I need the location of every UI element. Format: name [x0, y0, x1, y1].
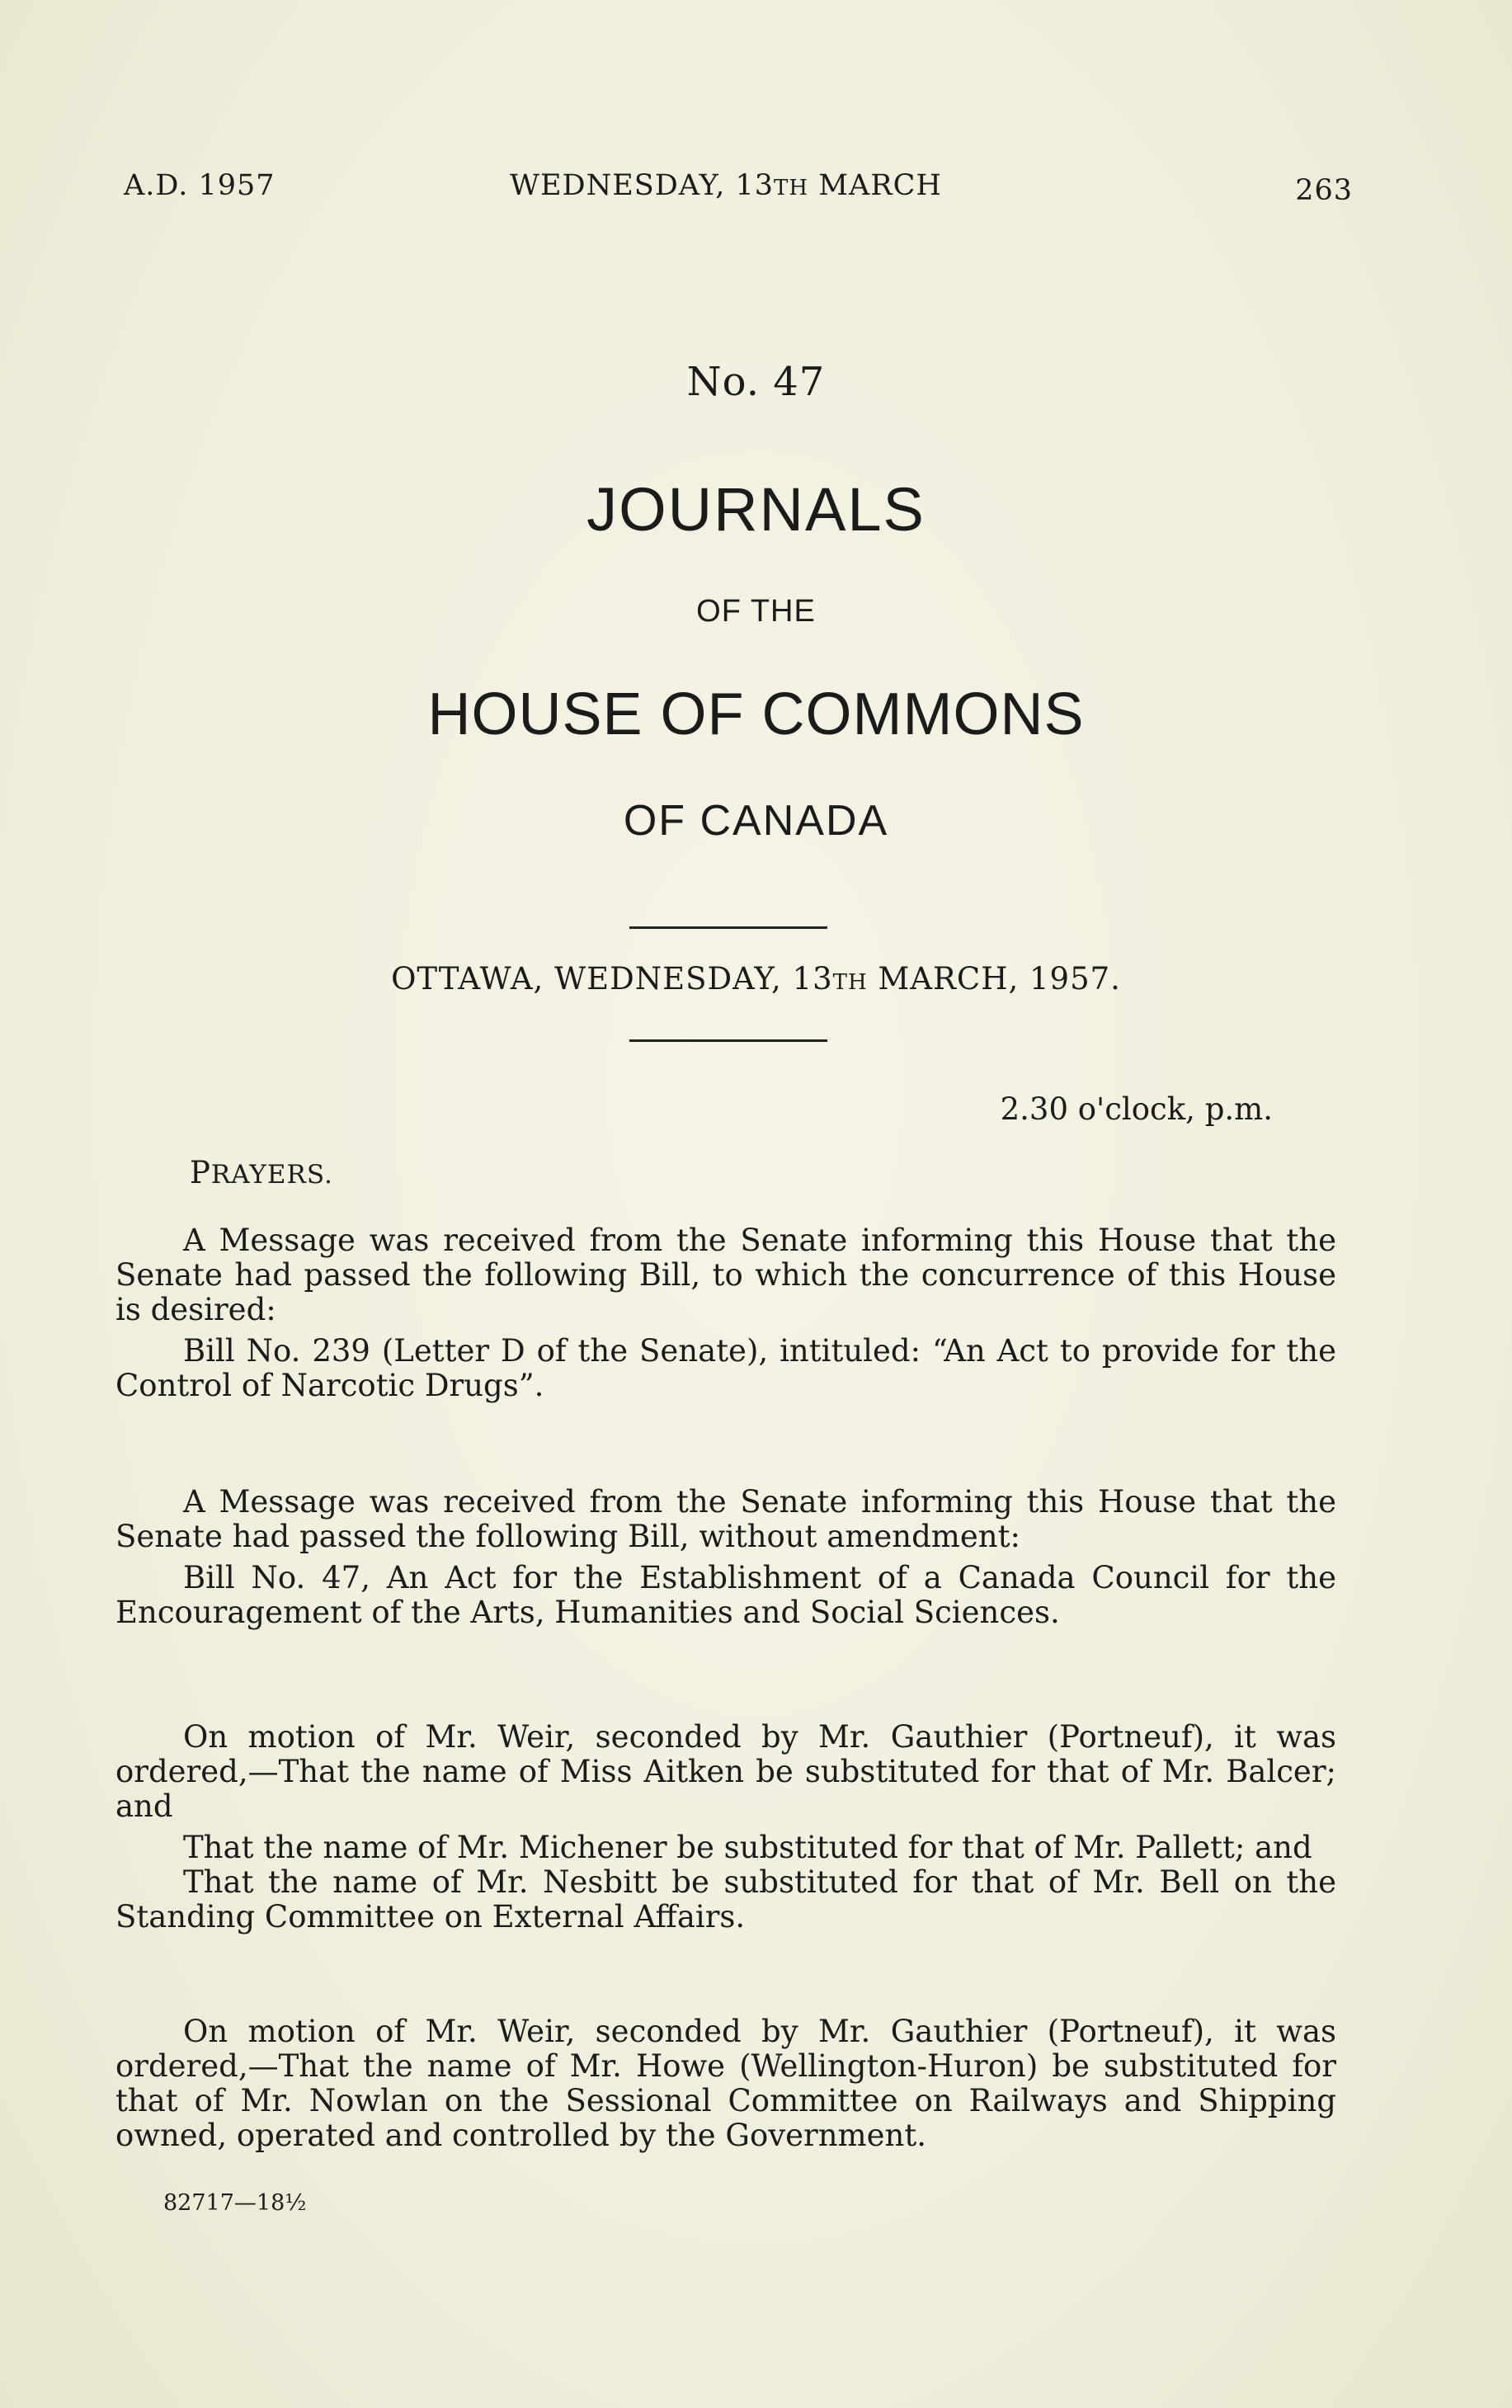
dateline-prefix: OTTAWA, WEDNESDAY, 13: [391, 961, 833, 997]
masthead-house-of-commons: HOUSE OF COMMONS: [427, 681, 1085, 747]
entry-paragraph: A Message was received from the Senate informing this House that the Senate had passed the following Bill, without amendment:: [115, 1484, 1336, 1554]
running-head: [124, 169, 1353, 210]
masthead-of-canada: OF CANADA: [623, 797, 889, 845]
divider-rule-top: [629, 926, 827, 929]
divider-rule-bottom: [629, 1039, 827, 1042]
prayers-heading: [190, 1155, 333, 1190]
printer-code-fraction: ½: [285, 2190, 307, 2216]
issue-number: No. 47: [686, 359, 826, 405]
dateline-ordinal: TH: [832, 970, 868, 995]
page-number: 263: [1295, 174, 1353, 207]
entry-paragraph: A Message was received from the Senate informing this House that the Senate had passed the following Bill, to which the concurrence of this House is desired:: [115, 1223, 1336, 1327]
entry-paragraph: On motion of Mr. Weir, seconded by Mr. Gauthier (Portneuf), it was ordered,—That the name of Miss Aitken be substituted for that of Mr. Balcer; and: [115, 1719, 1336, 1824]
printer-code: [163, 2190, 306, 2216]
entry-senate-message-narcotics: [115, 1223, 1336, 1403]
running-head-date: [510, 169, 942, 202]
prayers-initial: P: [190, 1155, 211, 1190]
entry-paragraph: On motion of Mr. Weir, seconded by Mr. Gauthier (Portneuf), it was ordered,—That the name of Mr. Howe (Wellington-Huron) be substituted for that of Mr. Nowlan on the Sessional Committee on Railways and Shipping owned, operated and controlled by the Government.: [115, 2014, 1336, 2153]
masthead-of-the: OF THE: [696, 594, 816, 629]
prayers-rest: RAYERS.: [210, 1160, 333, 1190]
entry-paragraph: Bill No. 47, An Act for the Establishment of a Canada Council for the Encouragement of the Arts, Humanities and Social Sciences.: [115, 1560, 1336, 1630]
entry-motion-railways-shipping: [115, 2015, 1336, 2153]
masthead-journals: JOURNALS: [586, 475, 926, 544]
running-head-ordinal: TH: [774, 176, 809, 200]
entry-motion-external-affairs: [115, 1720, 1336, 1934]
entry-paragraph: Bill No. 239 (Letter D of the Senate), intituled: “An Act to provide for the Control of Narcotic Drugs”.: [115, 1333, 1336, 1403]
entry-senate-message-canada-council: [115, 1485, 1336, 1630]
dateline-suffix: MARCH, 1957.: [867, 961, 1121, 997]
printer-code-number: 82717—18: [163, 2190, 285, 2216]
running-head-day: WEDNESDAY, 13: [510, 169, 775, 202]
entry-paragraph: That the name of Mr. Michener be substituted for that of Mr. Pallett; and: [183, 1830, 1312, 1865]
running-head-month: MARCH: [808, 169, 942, 202]
session-time: 2.30 o'clock, p.m.: [1000, 1091, 1273, 1127]
entry-paragraph: That the name of Mr. Nesbitt be substituted for that of Mr. Bell on the Standing Committee on External Affairs.: [115, 1864, 1336, 1934]
dateline: [0, 961, 1512, 997]
running-head-year: A.D. 1957: [124, 169, 276, 202]
